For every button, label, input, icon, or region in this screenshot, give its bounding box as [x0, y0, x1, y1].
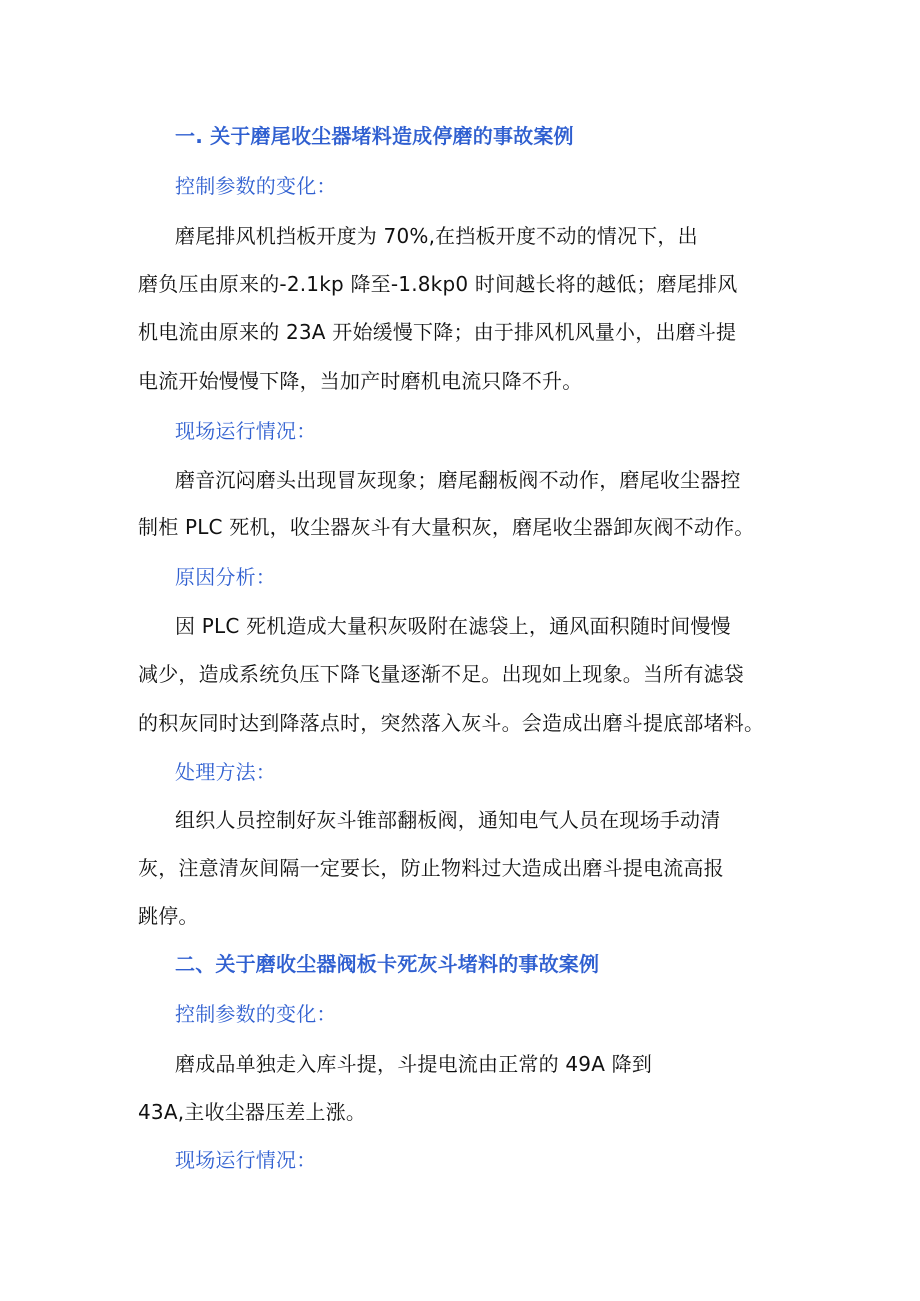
- section-1-site-line-1: 磨音沉闷磨头出现冒灰现象；磨尾翻板阀不动作，磨尾收尘器控: [175, 468, 741, 492]
- section-1-cause-line-3: 的积灰同时达到降落点时，突然落入灰斗。会造成出磨斗提底部堵料。: [138, 711, 765, 735]
- section-1-control-line-4: 电流开始慢慢下降，当加产时磨机电流只降不升。: [138, 369, 583, 393]
- section-2-title: 二、关于磨收尘器阀板卡死灰斗堵料的事故案例: [175, 952, 600, 976]
- section-1-cause-line-2: 减少，造成系统负压下降飞量逐渐不足。出现如上现象。当所有滤袋: [138, 662, 744, 686]
- section-2-control-line-2: 43A,主收尘器压差上涨。: [138, 1100, 367, 1124]
- section-1-method-line-1: 组织人员控制好灰斗锥部翻板阀，通知电气人员在现场手动清: [175, 808, 721, 832]
- section-1-cause-line-1: 因 PLC 死机造成大量积灰吸附在滤袋上，通风面积随时间慢慢: [175, 614, 731, 638]
- section-1-site-line-2: 制柜 PLC 死机，收尘器灰斗有大量积灰，磨尾收尘器卸灰阀不动作。: [138, 515, 755, 539]
- section-1-control-line-2: 磨负压由原来的-2.1kp 降至-1.8kp0 时间越长将的越低；磨尾排风: [138, 272, 738, 296]
- section-1-method-line-3: 跳停。: [138, 904, 199, 928]
- section-1-control-line-1: 磨尾排风机挡板开度为 70%,在挡板开度不动的情况下，出: [175, 224, 698, 248]
- section-1-title: 一. 关于磨尾收尘器堵料造成停磨的事故案例: [175, 124, 574, 148]
- section-2-site-label: 现场运行情况：: [175, 1148, 317, 1172]
- section-2-control-label: 控制参数的变化：: [175, 1002, 337, 1026]
- section-1-site-label: 现场运行情况：: [175, 419, 317, 443]
- section-1-method-line-2: 灰，注意清灰间隔一定要长，防止物料过大造成出磨斗提电流高报: [138, 856, 724, 880]
- section-1-cause-label: 原因分析：: [175, 565, 276, 589]
- section-1-control-line-3: 机电流由原来的 23A 开始缓慢下降；由于排风机风量小，出磨斗提: [138, 320, 737, 344]
- section-2-control-line-1: 磨成品单独走入库斗提，斗提电流由正常的 49A 降到: [175, 1052, 653, 1076]
- section-1-method-label: 处理方法：: [175, 760, 276, 784]
- section-1-control-label: 控制参数的变化：: [175, 174, 337, 198]
